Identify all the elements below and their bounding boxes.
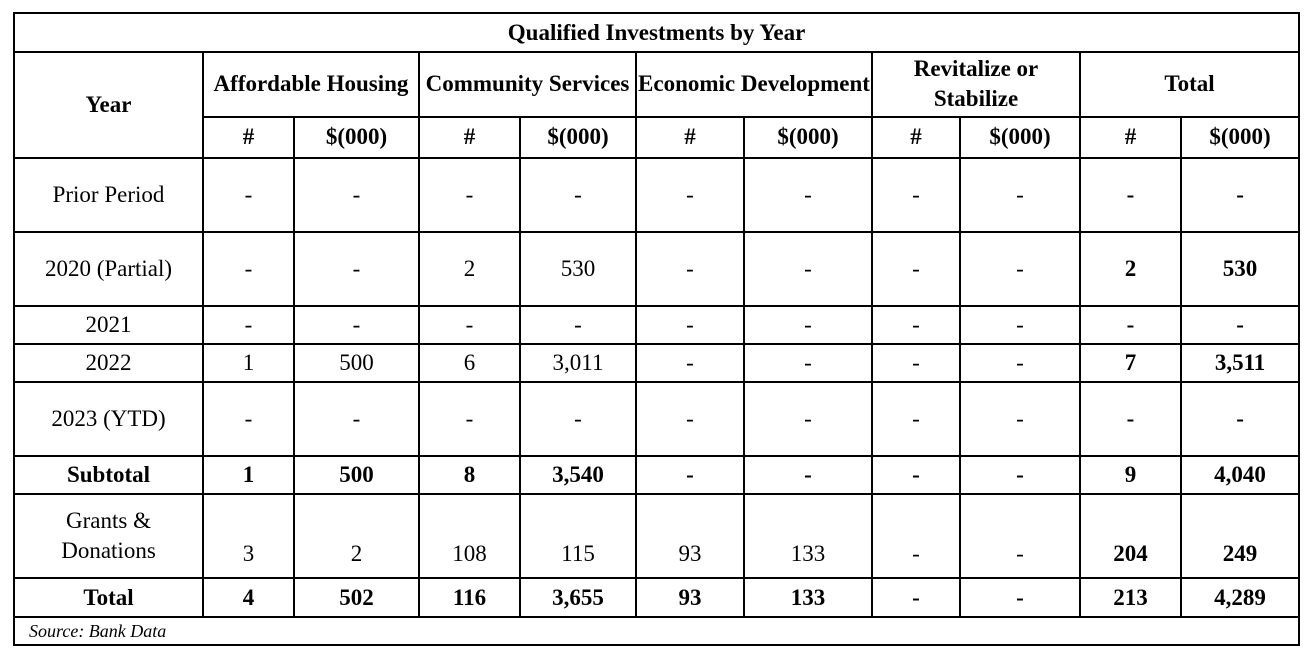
table-cell: 133 [744,578,872,617]
table-cell: 2 [419,232,520,306]
table-cell: - [744,382,872,456]
table-cell: - [872,382,960,456]
table-cell: 213 [1080,578,1181,617]
table-cell: 500 [294,344,419,382]
row-year-label: 2023 (YTD) [14,382,203,456]
header-community-services: Community Services [419,52,636,117]
table-cell: - [960,344,1080,382]
table-cell: - [294,158,419,232]
table-cell: - [960,578,1080,617]
table-cell: - [872,158,960,232]
table-cell: - [1181,158,1299,232]
table-cell: - [203,158,294,232]
row-year-label: 2020 (Partial) [14,232,203,306]
table-cell: - [1181,306,1299,344]
header-total: Total [1080,52,1299,117]
table-cell: 3 [203,494,294,578]
table-row [14,344,1299,382]
table-cell: 4,289 [1181,578,1299,617]
qualified-investments-table [13,12,1300,646]
subheader-count: # [872,117,960,158]
table-cell: - [960,456,1080,494]
table-cell: - [636,382,744,456]
table-row [14,158,1299,232]
table-cell: - [294,306,419,344]
table-cell: 204 [1080,494,1181,578]
row-year-label: Total [14,578,203,617]
table-cell: 2 [294,494,419,578]
table-cell: 133 [744,494,872,578]
table-cell: - [872,232,960,306]
table-row [14,494,1299,578]
row-year-label: 2022 [14,344,203,382]
table-cell: 116 [419,578,520,617]
table-cell: - [960,232,1080,306]
table-cell: - [636,456,744,494]
table-cell: - [419,306,520,344]
table-cell: - [520,306,636,344]
table-cell: - [1080,306,1181,344]
subheader-count: # [419,117,520,158]
table-cell: 3,011 [520,344,636,382]
table-cell: 3,540 [520,456,636,494]
table-cell: - [636,158,744,232]
table-cell: - [960,306,1080,344]
subheader-amount: $(000) [294,117,419,158]
table-cell: - [1080,158,1181,232]
table-cell: - [872,456,960,494]
table-cell: 4,040 [1181,456,1299,494]
table-cell: - [294,232,419,306]
table-row [14,578,1299,617]
table-cell: - [744,456,872,494]
table-cell: - [872,494,960,578]
table-cell: - [744,306,872,344]
table-cell: 93 [636,578,744,617]
table-cell: 530 [1181,232,1299,306]
row-year-label: Prior Period [14,158,203,232]
table-cell: 500 [294,456,419,494]
row-year-label: 2021 [14,306,203,344]
subheader-count: # [203,117,294,158]
table-cell: 4 [203,578,294,617]
table-row [14,306,1299,344]
table-cell: 6 [419,344,520,382]
table-cell: - [1080,382,1181,456]
subheader-count: # [636,117,744,158]
subheader-amount: $(000) [1181,117,1299,158]
table-cell: 3,511 [1181,344,1299,382]
subheader-amount: $(000) [960,117,1080,158]
table-cell: 9 [1080,456,1181,494]
table-cell: - [203,232,294,306]
subheader-amount: $(000) [520,117,636,158]
header-revitalize-stabilize: Revitalize or Stabilize [872,52,1080,117]
table-row [14,232,1299,306]
table-cell: - [294,382,419,456]
table-cell: - [520,382,636,456]
table-cell: 1 [203,344,294,382]
header-year: Year [14,52,203,158]
table-cell: - [960,158,1080,232]
subheader-count: # [1080,117,1181,158]
table-cell: - [203,382,294,456]
table-cell: - [1181,382,1299,456]
table-cell: 530 [520,232,636,306]
table-cell: 1 [203,456,294,494]
table-cell: 108 [419,494,520,578]
source-note: Source: Bank Data [14,617,1299,645]
table-cell: - [872,344,960,382]
table-cell: 502 [294,578,419,617]
table-cell: 115 [520,494,636,578]
table-title: Qualified Investments by Year [14,13,1299,52]
table-cell: - [872,578,960,617]
table-cell: 249 [1181,494,1299,578]
table-cell: - [203,306,294,344]
header-affordable-housing: Affordable Housing [203,52,419,117]
table-cell: - [636,344,744,382]
table-cell: - [744,232,872,306]
table-cell: 3,655 [520,578,636,617]
table-cell: - [960,382,1080,456]
table-cell: 2 [1080,232,1181,306]
table-cell: - [960,494,1080,578]
table-cell: - [872,306,960,344]
subheader-amount: $(000) [744,117,872,158]
table-cell: - [744,344,872,382]
table-row [14,456,1299,494]
table-cell: - [419,382,520,456]
table-cell: - [520,158,636,232]
table-cell: - [419,158,520,232]
table-cell: 8 [419,456,520,494]
table-cell: 93 [636,494,744,578]
row-year-label: Grants & Donations [14,494,203,578]
table-cell: 7 [1080,344,1181,382]
header-economic-development: Economic Development [636,52,872,117]
table-cell: - [636,306,744,344]
table-cell: - [744,158,872,232]
table-cell: - [636,232,744,306]
row-year-label: Subtotal [14,456,203,494]
table-row [14,382,1299,456]
